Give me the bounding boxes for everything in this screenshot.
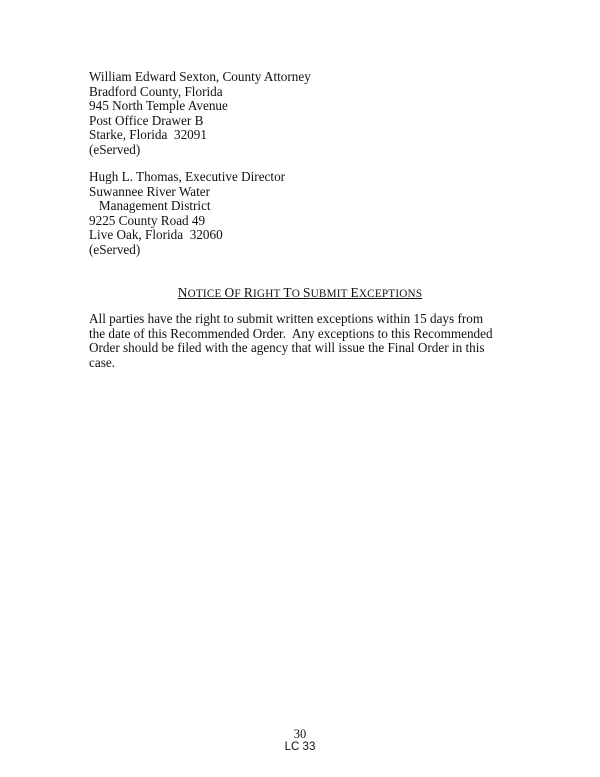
page-footer (0, 728, 600, 754)
notice-line: All parties have the right to submit written exceptions within 15 days from (89, 311, 484, 326)
service-address-thomas (89, 170, 285, 258)
service-address-sexton (89, 70, 311, 158)
notice-heading: NOTICE OF RIGHT TO SUBMIT EXCEPTIONS (177, 285, 423, 300)
address-line: (eServed) (89, 241, 141, 257)
lc-number: LC 33 (284, 741, 316, 753)
address-line: Management District (89, 198, 211, 214)
address-line: Post Office Drawer B (89, 112, 204, 128)
address-line: Hugh L. Thomas, Executive Director (89, 169, 286, 184)
address-line: (eServed) (89, 141, 141, 157)
address-line: Live Oak, Florida 32060 (89, 227, 223, 243)
address-line: 945 North Temple Avenue (89, 98, 228, 114)
notice-line: case. (89, 354, 115, 370)
notice-body (89, 312, 519, 370)
notice-line: Order should be filed with the agency that will issue the Final Order in this (89, 340, 485, 356)
page-number: 30 (293, 727, 307, 741)
address-line: Bradford County, Florida (89, 83, 223, 99)
address-line: Suwannee River Water (89, 183, 211, 199)
address-line: 9225 County Road 49 (89, 212, 206, 228)
address-line: Starke, Florida 32091 (89, 127, 207, 143)
notice-line: the date of this Recommended Order. Any exceptions to this Recommended (89, 325, 493, 341)
address-line: William Edward Sexton, County Attorney (89, 69, 311, 84)
